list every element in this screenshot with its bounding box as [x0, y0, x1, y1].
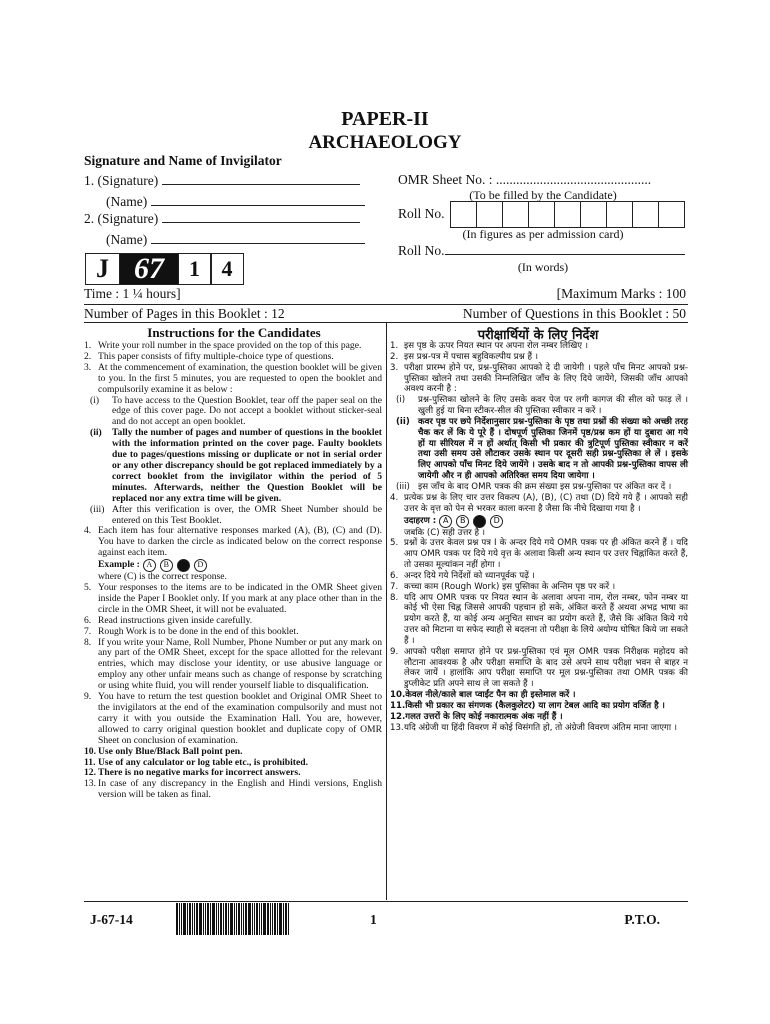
barcode-bar — [267, 903, 269, 935]
barcode-bar — [277, 903, 278, 935]
barcode-bar — [288, 903, 289, 935]
instruction-item: 12. There is no negative marks for incorrect answers. — [84, 767, 301, 779]
instruction-item: 13. यदि अंग्रेजी या हिंदी विवरण में कोई विसंगति हो, तो अंग्रेजी विवरण अंतिम माना जाएगा । — [390, 722, 678, 733]
instruction-item: 5. Your responses to the items are to be indicated in the OMR Sheet given inside the Paper I Booklet only. If you mark at any place other than in the circle in the OMR Sheet, it will not be evaluated. — [84, 582, 382, 615]
barcode-bar — [270, 903, 271, 935]
example-row-english: Example : A B D — [84, 559, 382, 572]
option-c-bubble-filled — [473, 515, 486, 528]
barcode-bar — [261, 903, 262, 935]
instruction-item: 2. इस प्रश्न-पत्र में पचास बहुविकल्पीय प्रश्न हैं । — [390, 351, 538, 362]
instruction-item: 3. परीक्षा प्रारम्भ होने पर, प्रश्न-पुस्तिका आपको दे दी जायेगी । पहले पाँच मिनट आपको प्रश्न-पुस्तिका खोलने तथा उसकी निम्नलिखित जाँच के लिए दिये जायेंगे, जिसकी जाँच आपको अवश्य करनी है : — [390, 362, 688, 395]
barcode-bar — [248, 903, 251, 935]
instruction-subitem: (i) To have access to the Question Booklet, tear off the paper seal on the edge of this cover page. Do not accept a booklet without sticker-seal and do not accept an open booklet. — [90, 394, 382, 428]
barcode-bar — [223, 903, 224, 935]
footer-divider — [84, 901, 688, 902]
code-digit-2: 4 — [210, 253, 244, 285]
footer-paper-code: J-67-14 — [90, 912, 133, 927]
barcode-bar — [225, 903, 227, 935]
instructions-hindi — [390, 341, 688, 734]
roll-number-label: Roll No. — [398, 206, 445, 221]
barcode-bar — [238, 903, 240, 935]
barcode — [176, 903, 326, 935]
barcode-bar — [285, 903, 287, 935]
example-note: where (C) is the correct response. — [98, 571, 227, 583]
roll-words-row: Roll No. — [398, 243, 685, 259]
code-subject: 67 — [119, 253, 179, 285]
instruction-item: 3. At the commencement of examination, the question booklet will be given to you. In the first 5 minutes, you are requested to open the booklet and compulsorily examine it as below : — [84, 361, 382, 395]
instruction-item: 10. केवल नीले/काले बाल प्वाईंट पैन का ही इस्तेमाल करें । — [390, 690, 576, 701]
instruction-item: 1. इस पृष्ठ के ऊपर नियत स्थान पर अपना रोल नम्बर लिखिए । — [390, 341, 589, 351]
barcode-bar — [207, 903, 209, 935]
barcode-bar — [181, 903, 182, 935]
code-digit-1: 1 — [178, 253, 212, 285]
barcode-bar — [218, 903, 219, 935]
questions-count: Number of Questions in this Booklet : 50 — [462, 306, 686, 321]
barcode-bar — [279, 903, 282, 935]
divider — [84, 304, 688, 305]
instruction-item: 5. प्रश्नों के उत्तर केवल प्रश्न पत्र I के अन्दर दिये गये OMR पत्रक पर ही अंकित करने हैं । यदि आप OMR पत्रक पर दिये गये वृत्त के अलावा किसी अन्य स्थान पर उत्तर चिह्नांकित करते हैं, तो उसका मूल्यांकन नहीं होगा । — [390, 538, 688, 571]
instruction-item: 4. प्रत्येक प्रश्न के लिए चार उत्तर विकल्प (A), (B), (C) तथा (D) दिये गये हैं । आपको सही उत्तर के वृत्त को पेन से भरकर काला करना है जैसा कि नीचे दिखाया गया है । — [390, 492, 688, 514]
omr-sheet-label: OMR Sheet No. : .............................................. — [398, 172, 652, 187]
barcode-bar — [236, 903, 237, 935]
instruction-item: 1. Write your roll number in the space provided on the top of this page. — [84, 340, 362, 351]
paper-title: PAPER-II — [341, 108, 429, 130]
instructions-heading-english: Instructions for the Candidates — [147, 325, 321, 340]
time-label: Time : 1 ¼ hours] — [84, 286, 181, 301]
option-a-bubble: A — [143, 559, 156, 572]
barcode-bar — [234, 903, 235, 935]
option-a-bubble: A — [439, 515, 452, 528]
instructions-heading-hindi: परीक्षार्थियों के लिए निर्देश — [477, 328, 599, 343]
instruction-subitem: (iii) After this verification is over, the OMR Sheet Number should be entered on this Test Booklet. — [90, 503, 382, 526]
barcode-bar — [245, 903, 247, 935]
instruction-item: 6. अन्दर दिये गये निर्देशों को ध्यानपूर्वक पढ़ें । — [390, 570, 535, 581]
instruction-item: 9. You have to return the test question booklet and Original OMR Sheet to the invigilators at the end of the examination compulsorily and must not carry it with you outside the Examination Hall. You are, however, allowed to carry original question booklet and duplicate copy of OMR Sheet on conclusion of examination. — [84, 691, 382, 746]
barcode-bar — [176, 903, 178, 935]
barcode-bar — [254, 903, 255, 935]
barcode-bar — [192, 903, 193, 935]
signature-1-row: 1. (Signature) — [84, 173, 360, 189]
name-2-row: (Name) — [106, 232, 365, 248]
instruction-item: 13. In case of any discrepancy in the English and Hindi versions, English version will be taken as final. — [84, 778, 382, 801]
example-row-hindi: उदाहरण : A B D — [390, 515, 688, 528]
barcode-bar — [196, 903, 198, 935]
instruction-item: 6. Read instructions given inside carefully. — [84, 614, 253, 626]
barcode-bar — [216, 903, 217, 935]
invigilator-heading: Signature and Name of Invigilator — [84, 153, 282, 168]
instruction-item: 9. आपको परीक्षा समाप्त होने पर प्रश्न-पुस्तिका एवं मूल OMR पत्रक निरीक्षक महोदय को लौटाना आवश्यक है और परीक्षा समाप्ति के बाद उसे अपने साथ परीक्षा भवन से बाहर न लेकर जायें । हालांकि आप परीक्षा समाप्ति पर मूल प्रश्न-पुस्तिका तथा OMR पत्रक की डुप्लीकेट प्रति अपने साथ ले जा सकते हैं । — [390, 646, 688, 690]
instruction-item: 12. गलत उत्तरों के लिए कोई नकारात्मक अंक नहीं हैं । — [390, 711, 563, 722]
barcode-bar — [212, 903, 215, 935]
roll-number-boxes[interactable] — [451, 201, 685, 228]
barcode-bar — [263, 903, 266, 935]
barcode-bar — [189, 903, 191, 935]
instruction-item: 8. If you write your Name, Roll Number, Phone Number or put any mark on any part of the OMR Sheet, except for the space allotted for the relevant entries, which may disclose your identity, or use abusive language or employ any other unfair means such as change of response by scratching or using white fluid, you will render yourself liable to disqualification. — [84, 636, 382, 692]
roll-words-note: (In words) — [517, 260, 569, 274]
barcode-bar — [283, 903, 284, 935]
barcode-bar — [203, 903, 204, 935]
barcode-bar — [210, 903, 211, 935]
barcode-bar — [228, 903, 229, 935]
instruction-item: 4. Each item has four alternative responses marked (A), (B), (C) and (D). You have to darken the circle as indicated below on the correct response against each item. — [84, 525, 382, 559]
instruction-item: 2. This paper consists of fifty multiple-choice type of questions. — [84, 350, 334, 362]
instruction-item: 10. Use only Blue/Black Ball point pen. — [84, 745, 243, 757]
barcode-bar — [187, 903, 188, 935]
barcode-bar — [220, 903, 222, 935]
instruction-item: 7. कच्चा काम (Rough Work) इस पुस्तिका के अन्तिम पृष्ठ पर करें । — [390, 581, 616, 592]
instructions-english — [84, 341, 382, 801]
barcode-bar — [230, 903, 233, 935]
barcode-bar — [274, 903, 276, 935]
subject-title: ARCHAEOLOGY — [308, 132, 462, 153]
name-1-row: (Name) — [106, 194, 365, 210]
instruction-item: 11. किसी भी प्रकार का संगणक (कैलकुलेटर) या लाग टेबल आदि का प्रयोग वर्जित है । — [390, 701, 665, 711]
roll-figures-note: (In figures as per admission card) — [462, 227, 624, 241]
pto-label: P.T.O. — [624, 912, 660, 927]
pages-count: Number of Pages in this Booklet : 12 — [84, 306, 285, 321]
barcode-bar — [259, 903, 260, 935]
example-note: जबकि (C) सही उत्तर है । — [404, 527, 486, 538]
instruction-subitem: (ii) कवर पृष्ठ पर छपे निर्देशानुसार प्रश्न-पुस्तिका के पृष्ठ तथा प्रश्नों की संख्या को अच्छी तरह चैक कर लें कि ये पूरे हैं । दोषपूर्ण पुस्तिका जिनमें पृष्ठ/प्रश्न कम हों या दुबारा आ गये हों या सीरियल में न हों अर्थात् किसी भी प्रकार की त्रुटिपूर्ण पुस्तिका स्वीकार न करें तथा उसी समय उसे लौटाकर उसके स्थान पर दूसरी सही प्रश्न-पुस्तिका ले लें । इसके लिए आपको पाँच मिनट दिये जायेंगे । उसके बाद न तो आपकी प्रश्न-पुस्तिका वापस ली जायेगी और न ही आपको अतिरिक्त समय दिया जायेगा । — [396, 416, 688, 482]
option-d-bubble: D — [490, 515, 503, 528]
instruction-item: 7. Rough Work is to be done in the end of this booklet. — [84, 625, 299, 637]
instruction-subitem: (ii) Tally the number of pages and number of questions in the booklet with the information printed on the cover page. Faulty booklets due to pages/questions missing or duplicate or not in serial order or any other discrepancy should be got replaced immediately by a correct booklet from the invigilator within the period of 5 minutes. Afterwards, neither the Question Booklet will be replaced nor any extra time will be given. — [90, 427, 382, 504]
omr-sheet-note: (To be filled by the Candidate) — [469, 188, 617, 202]
signature-2-row: 2. (Signature) — [84, 211, 360, 227]
barcode-bar — [272, 903, 273, 935]
option-d-bubble: D — [194, 559, 207, 572]
barcode-bar — [183, 903, 186, 935]
option-b-bubble: B — [456, 515, 469, 528]
paper-code-box — [86, 253, 244, 285]
instruction-item: 11. Use of any calculator or log table etc., is prohibited. — [84, 756, 308, 768]
barcode-bar — [243, 903, 244, 935]
barcode-bar — [205, 903, 206, 935]
option-b-bubble: B — [160, 559, 173, 572]
barcode-bar — [194, 903, 195, 935]
barcode-bar — [199, 903, 202, 935]
max-marks-label: [Maximum Marks : 100 — [556, 286, 686, 301]
barcode-bar — [179, 903, 180, 935]
page-number: 1 — [370, 912, 377, 927]
column-divider — [386, 322, 387, 900]
instruction-item: 8. यदि आप OMR पत्रक पर नियत स्थान के अलावा अपना नाम, रोल नम्बर, फोन नम्बर या कोई भी ऐसा चिह्न जिससे आपकी पहचान हो सके, अंकित करते हैं अथवा अभद्र भाषा का प्रयोग करते हैं, या कोई अन्य अनुचित साधन का प्रयोग करते हैं, जैसे कि अंकित किये गये उत्तर को मिटाना या सफेद स्याही से बदलना तो परीक्षा के लिये अयोग्य घोषित किये जा सकते हैं । — [390, 592, 688, 646]
barcode-bar — [241, 903, 242, 935]
instruction-subitem: (i) प्रश्न-पुस्तिका खोलने के लिए उसके कवर पेज पर लगी कागज की सील को फाड़ लें । खुली हुई या बिना स्टीकर-सील की पुस्तिका स्वीकार न करें । — [396, 395, 688, 417]
code-j: J — [85, 253, 121, 285]
barcode-bar — [252, 903, 253, 935]
instruction-subitem: (iii) इस जाँच के बाद OMR पत्रक की क्रम संख्या इस प्रश्न-पुस्तिका पर अंकित कर दें । — [396, 481, 672, 492]
barcode-bar — [256, 903, 258, 935]
